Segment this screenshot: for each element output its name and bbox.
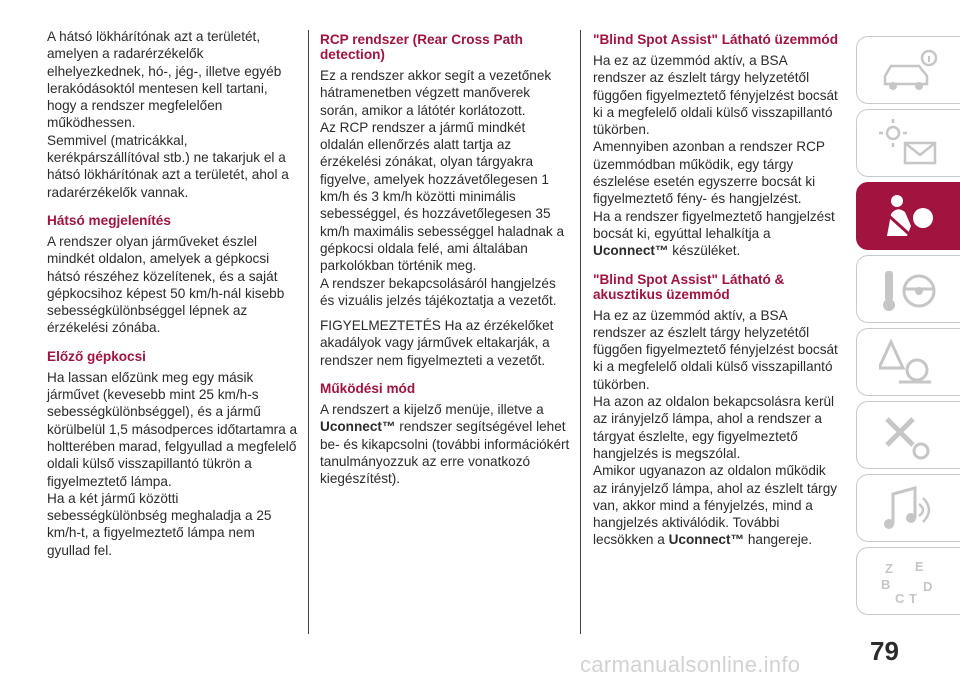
paragraph: [320, 401, 570, 487]
section-heading-rear-display: Hátsó megjelenítés: [47, 212, 171, 228]
paragraph: Az RCP rendszer a jármű mindkét oldalán ellenőrzés alatt tartja az érzékelési zónákat, olyan tárgyakra figyelve, amelyek hozzávetőlegesen 1 km/h és 3 km/h közötti minimális sebességgel, és hozzávetőlegesen 35 km/h maximális sebességgel haladnak a gépkocsi oldala felé, ami általában parkolókban történik meg.: [320, 119, 565, 274]
paragraph: Ez a rendszer akkor segít a vezetőnek hátramenetben végzett manőverek során, amikor a látótér korlátozott.: [320, 68, 552, 118]
tab-airbag-seatbelt[interactable]: [856, 182, 960, 250]
emergency-triangle-icon: [879, 338, 939, 388]
text-span: A rendszert a kijelző menüje, illetve a: [320, 402, 544, 418]
alphabetical-index-icon: [879, 557, 939, 607]
index-letter: C: [895, 591, 905, 606]
section-heading-operation-mode: Működési mód: [320, 381, 416, 397]
paragraph: Amennyiben azonban a rendszer RCP üzemmódban működik, egy tárgy észlelése esetén egyszerre bocsát ki figyelmeztető fény- és hangjelzést.: [593, 139, 825, 207]
tab-emergency[interactable]: [856, 328, 960, 396]
paragraph: A rendszer olyan járműveket észlel mindkét oldalon, amelyek a gépkocsi hátsó részéhez közelítenek, és a saját gépkocsihoz képest 50 km/h-nál kisebb sebességkülönbséggel lépnek az érzékelési zónába.: [47, 233, 285, 336]
paragraph: Ha lassan előzünk meg egy másik járművet (kevesebb mint 25 km/h-s sebességkülönbséggel), és a jármű körülbelül 1,5 másodperces időtartamra a holtterében marad, felgyullad a megfelelő oldali külső visszapillantó tükrön a figyelmeztető lámpa.: [47, 369, 298, 489]
column-3: [593, 28, 843, 549]
brand-name: Uconnect™: [668, 532, 745, 548]
tab-multimedia[interactable]: [856, 474, 960, 542]
text-span: Amikor ugyanazon az oldalon működik az irányjelző lámpa, ahol az észlelt tárgy van, akkor mind a fényjelzés, mind a hangjelzés aktiválódik. További lecsökken a: [593, 463, 838, 548]
brand-name: Uconnect™: [320, 419, 396, 435]
text-span: rendszer segítségével lehet be- és kikapcsolni (további információkért tanulmányozzuk az erre vonatkozó kiegészítést).: [320, 419, 570, 487]
section-heading-overtaking: Előző gépkocsi: [47, 348, 146, 364]
tab-index[interactable]: [856, 547, 960, 615]
brand-name: Uconnect™: [593, 243, 669, 259]
airbag-seatbelt-icon: [879, 192, 939, 242]
index-letter: Z: [885, 561, 893, 576]
section-heading-rcp: RCP rendszer (Rear Cross Path detection): [320, 32, 523, 62]
index-letter: T: [909, 591, 917, 606]
index-letter: D: [923, 579, 933, 594]
section-heading-visual-mode: "Blind Spot Assist" Látható üzemmód: [593, 32, 838, 47]
tab-key-steering[interactable]: [856, 255, 960, 323]
maintenance-tools-icon: [879, 411, 939, 461]
column-1: [47, 28, 299, 559]
chapter-tabs: [856, 0, 960, 678]
warning-paragraph: FIGYELMEZTETÉS Ha az érzékelőket akadályok vagy járművek eltakarják, a rendszer nem figyelmezteti a vezetőt.: [320, 318, 554, 368]
paragraph: Ha ez az üzemmód aktív, a BSA rendszer az észlelt tárgy helyzetétől függően figyelmeztető fényjelzést bocsát ki a megfelelő oldali külső visszapillantó tükörben.: [593, 307, 838, 392]
paragraph: Semmivel (matricákkal, kerékpárszállítóval stb.) ne takarjuk el a hátsó lökhárítónak azt a területét, ahol a radarérzékelők vannak.: [47, 132, 289, 200]
paragraph: [593, 208, 843, 260]
text-span: hangereje.: [744, 532, 813, 548]
column-2: [320, 28, 570, 488]
multimedia-icon: [879, 484, 939, 534]
column-divider: [308, 30, 309, 634]
text-span: Ha a rendszer figyelmeztető hangjelzést bocsát ki, egyúttal lehalkítja a: [593, 208, 835, 241]
tab-dashboard-lights[interactable]: [856, 109, 960, 177]
paragraph: A rendszer bekapcsolásáról hangjelzés és vizuális jelzés tájékoztatja a vezetőt.: [320, 275, 557, 308]
section-heading-visual-audio-mode: "Blind Spot Assist" Látható & akusztikus üzemmód: [593, 271, 785, 302]
paragraph: Ha azon az oldalon bekapcsolásra kerül az irányjelző lámpa, ahol a rendszer a tárgyat észlelte, egy figyelmeztető hangjelzés is megszólal.: [593, 394, 835, 461]
car-info-icon: [879, 46, 939, 96]
index-letter: E: [915, 559, 924, 574]
tab-maintenance[interactable]: [856, 401, 960, 469]
paragraph: A hátsó lökhárítónak azt a területét, amelyen a radarérzékelők elhelyezkednek, hó-, jég-, illetve egyéb lerakódásoktól mentesen kell tartani, hogy a rendszer megfelelően működhessen.: [47, 29, 282, 131]
key-steering-icon: [879, 265, 939, 315]
dashboard-lights-icon: [879, 119, 939, 169]
tab-car-info[interactable]: [856, 36, 960, 104]
paragraph: Ha ez az üzemmód aktív, a BSA rendszer az észlelt tárgy helyzetétől függően figyelmeztető fényjelzést bocsát ki a megfelelő oldali külső visszapillantó tükörben.: [593, 53, 838, 138]
text-span: készüléket.: [668, 243, 741, 259]
paragraph: Ha a két jármű közötti sebességkülönbség meghaladja a 25 km/h-t, a figyelmeztető lámpa nem gyullad fel.: [47, 490, 272, 558]
page-number: 79: [870, 636, 899, 666]
paragraph: [593, 462, 843, 548]
column-divider: [580, 30, 581, 634]
index-letter: B: [881, 577, 891, 592]
watermark: carmanualsonline.info: [580, 652, 801, 677]
